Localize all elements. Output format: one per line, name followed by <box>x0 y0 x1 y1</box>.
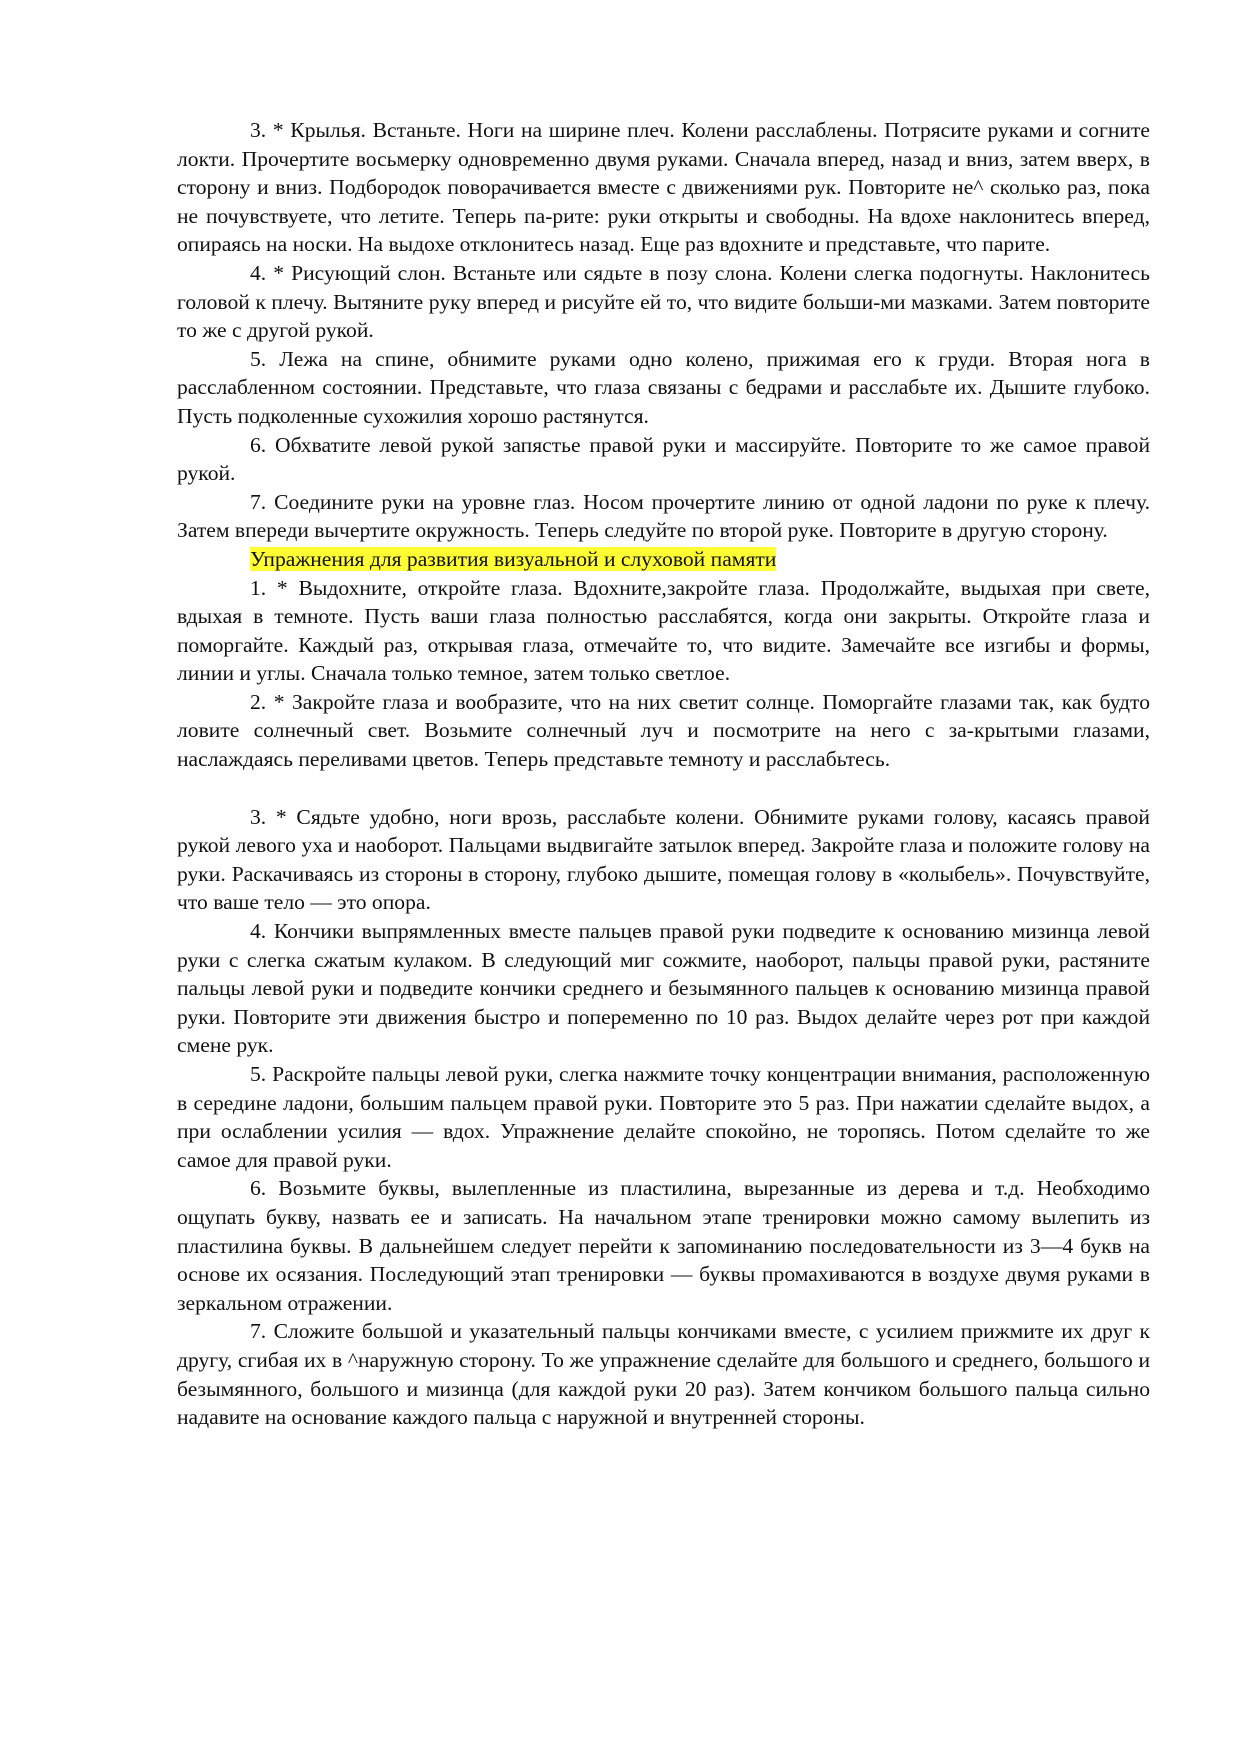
paragraph-sun-visualization: 2. * Закройте глаза и вообразите, что на них светит солнце. Поморгайте глазами так, как будто ловите солнечный свет. Возьмите солнечный луч и посмотрите на него с за-крытыми глазами, наслаждаясь переливами цветов. Теперь представьте темноту и расслабьтесь. <box>177 689 1150 772</box>
section-heading <box>177 545 1150 574</box>
paragraph-lying-knee-hug: 5. Лежа на спине, обнимите руками одно колено, прижимая его к груди. Вторая нога в расслабленном состоянии. Представьте, что глаза связаны с бедрами и расслабьте их. Дышите глубоко. Пусть подколенные сухожилия хорошо растянутся. <box>177 346 1150 428</box>
paragraph-nose-line: 7. Соедините руки на уровне глаз. Носом прочертите линию от одной ладони по руке к плечу. Затем впереди вычертите окружность. Теперь следуйте по второй руке. Повторите в другую сторону. <box>177 489 1150 543</box>
paragraph-head-cradle: 3. * Сядьте удобно, ноги врозь, расслабьте колени. Обнимите руками голову, касаясь правой рукой левого уха и наоборот. Пальцами выдвигайте затылок вперед. Закройте глаза и положите голову на руки. Раскачиваясь из стороны в сторону, глубоко дышите, помещая голову в «колыбель». Почувствуйте, что ваше тело — это опора. <box>177 804 1150 915</box>
paragraph-palm-point: 5. Раскройте пальцы левой руки, слегка нажмите точку концентрации внимания, расположенную в середине ладони, большим пальцем правой руки. Повторите это 5 раз. При нажатии сделайте выдох, а при ослаблении усилия — вдох. Упражнение делайте спокойно, не торопясь. Потом сделайте то же самое для правой руки. <box>177 1062 1150 1172</box>
paragraph-wings-exercise: 3. * Крылья. Встаньте. Ноги на ширине плеч. Колени расслаблены. Потрясите руками и согните локти. Прочертите восьмерку одновременно двумя руками. Сначала вперед, назад и вниз, затем вверх, в сторону и вниз. Подбородок поворачивается вместе с движениями рук. Повторите не^ сколько раз, пока не почувствуете, что летите. Теперь па-рите: руки открыты и свободны. На вдохе наклонитесь вперед, опираясь на носки. На выдохе отклонитесь назад. Еще раз вдохните и представьте, что парите. <box>177 118 1150 257</box>
paragraph-finger-press: 7. Сложите большой и указательный пальцы кончиками вместе, с усилием прижмите их друг к другу, сгибая их в ^наружную сторону. То же упражнение сделайте для большого и среднего, большого и безымянного, большого и мизинца (для каждой руки 20 раз). Затем кончиком большого пальца сильно надавите на основание каждого пальца с наружной и внутренней стороны. <box>177 1319 1150 1430</box>
section-heading-highlight: Упражнения для развития визуальной и слуховой памяти <box>250 546 777 571</box>
paragraph-finger-switch: 4. Кончики выпрямленных вместе пальцев правой руки подведите к основанию мизинца левой руки с слегка сжатым кулаком. В следующий миг сожмите, наоборот, пальцы правой руки, растяните пальцы левой руки и подведите кончики среднего и безымянного пальцев к основанию мизинца правой руки. Повторите эти движения быстро и попеременно по 10 раз. Выдох делайте через рот при каждой смене рук. <box>177 919 1150 1058</box>
paragraph-wrist-massage: 6. Обхватите левой рукой запястье правой руки и массируйте. Повторите то же самое правой рукой. <box>177 432 1150 486</box>
paragraph-drawing-elephant: 4. * Рисующий слон. Встаньте или сядьте в позу слона. Колени слегка подогнуты. Наклонитесь головой к плечу. Вытяните руку вперед и рисуйте ей то, что видите больши-ми мазками. Затем повторите то же с другой рукой. <box>177 260 1150 343</box>
paragraph-gap <box>177 774 1150 803</box>
paragraph-blink-breathing: 1. * Выдохните, откройте глаза. Вдохните,закройте глаза. Продолжайте, выдыхая при свете, вдыхая в темноте. Пусть ваши глаза полностью расслабятся, когда они закрыты. Откройте глаза и поморгайте. Каждый раз, открывая глаза, отмечайте то, что видите. Замечайте все изгибы и формы, линии и углы. Сначала только темное, затем только светлое. <box>177 575 1150 686</box>
text-body <box>177 116 1150 1432</box>
paragraph-tactile-letters: 6. Возьмите буквы, вылепленные из пластилина, вырезанные из дерева и т.д. Необходимо ощупать букву, назвать ее и записать. На начальном этапе тренировки можно самому вылепить из пластилина буквы. В дальнейшем следует перейти к запоминанию последовательности из 3—4 букв на основе их осязания. Последующий этап тренировки — буквы промахиваются в воздухе двумя руками в зеркальном отражении. <box>177 1176 1150 1315</box>
